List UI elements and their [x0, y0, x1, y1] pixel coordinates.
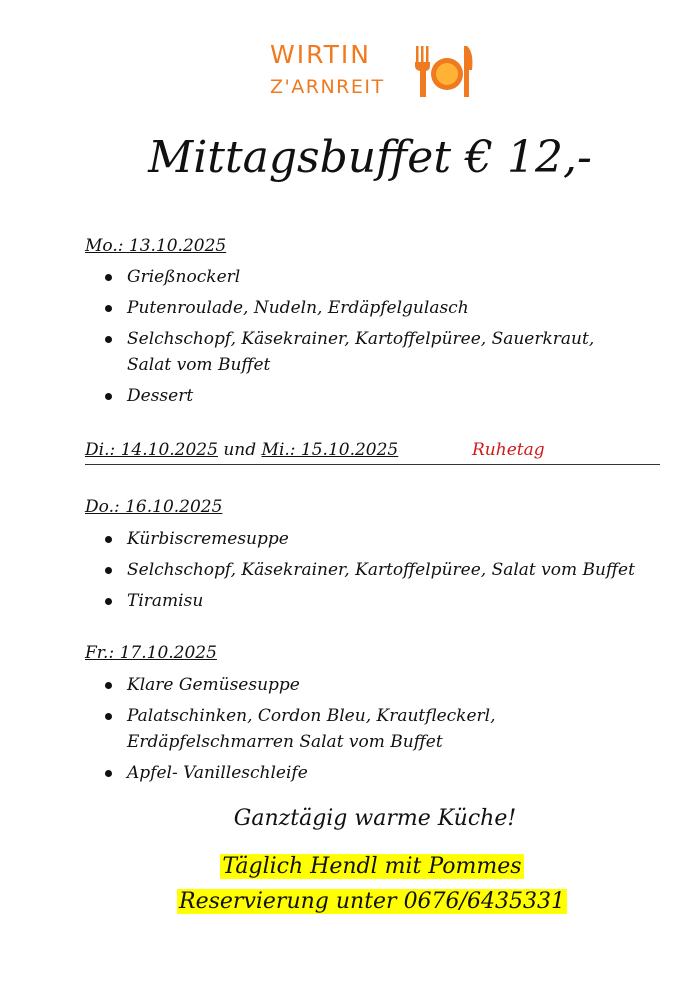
chicken-offer-line	[0, 854, 700, 879]
list-item: Selchschopf, Käsekrainer, Kartoffelpüree, Sauerkraut, Salat vom Buffet	[105, 326, 627, 378]
fork-plate-knife-icon	[410, 44, 476, 100]
list-item: Putenroulade, Nudeln, Erdäpfelgulasch	[105, 295, 627, 321]
day-label-wednesday: Mi.: 15.10.2025	[261, 440, 399, 460]
list-item: Selchschopf, Käsekrainer, Kartoffelpüree, Salat vom Buffet	[105, 557, 635, 583]
menu-list-monday	[105, 264, 627, 414]
menu-list-thursday	[105, 526, 635, 619]
warm-kitchen-note: Ganztägig warme Küche!	[233, 806, 517, 831]
list-item: Kürbiscremesuppe	[105, 526, 635, 552]
day-label-tuesday: Di.: 14.10.2025	[85, 440, 218, 460]
list-item: Palatschinken, Cordon Bleu, Krautfleckerl, Erdäpfelschmarren Salat vom Buffet	[105, 703, 652, 755]
list-item: Grießnockerl	[105, 264, 627, 290]
reservation-text: Reservierung unter 0676/6435331	[179, 889, 565, 914]
day-heading-friday: Fr.: 17.10.2025	[85, 643, 217, 663]
reservation-line	[0, 889, 700, 914]
list-item: Apfel- Vanilleschleife	[105, 760, 652, 786]
day-connector: und	[223, 440, 257, 460]
divider	[85, 464, 660, 465]
logo-line2: Z'ARNREIT	[270, 76, 385, 98]
day-heading-monday: Mo.: 13.10.2025	[85, 236, 227, 256]
day-heading-thursday: Do.: 16.10.2025	[85, 497, 223, 517]
page-title: Mittagsbuffet € 12,-	[148, 132, 592, 183]
list-item: Klare Gemüsesuppe	[105, 672, 652, 698]
logo-line1: WIRTIN	[270, 40, 371, 69]
logo	[270, 40, 480, 102]
list-item: Tiramisu	[105, 588, 635, 614]
menu-list-friday	[105, 672, 652, 791]
day-heading-tue-wed	[85, 440, 398, 460]
closed-note: Ruhetag	[472, 440, 545, 460]
chicken-offer-text: Täglich Hendl mit Pommes	[222, 854, 522, 879]
list-item: Dessert	[105, 383, 627, 409]
